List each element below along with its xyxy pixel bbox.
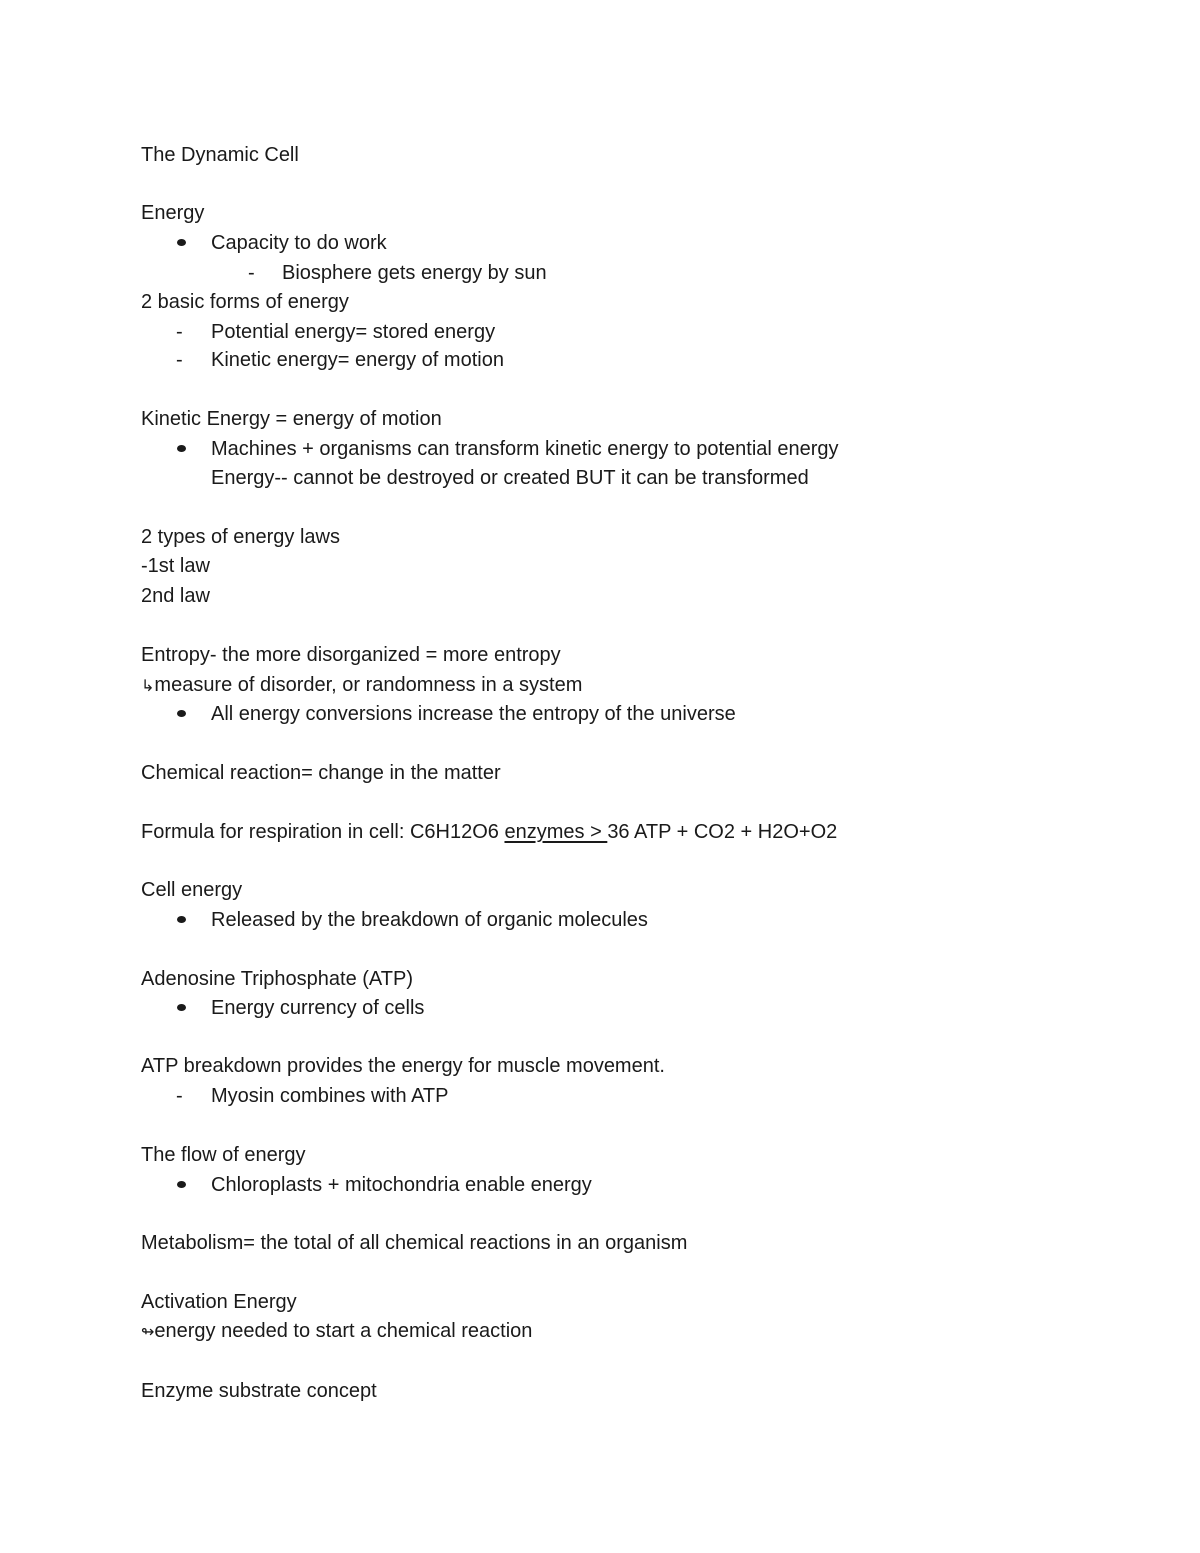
laws-item-2: 2nd law [141,585,210,607]
bullet-icon [177,1004,186,1011]
activation-definition: energy needed to start a chemical reaction [154,1320,533,1342]
dash-icon: - [248,262,255,284]
forms-heading: 2 basic forms of energy [141,291,349,313]
formula-prefix: Formula for respiration in cell: C6H12O6 [141,821,505,843]
energy-item-1: Capacity to do work [211,232,387,254]
forms-item-1: Potential energy= stored energy [211,321,496,343]
flow-heading: The flow of energy [141,1144,306,1166]
kinetic-heading: Kinetic Energy = energy of motion [141,408,442,430]
bullet-icon [177,916,186,923]
entropy-heading: Entropy- the more disorganized = more entropy [141,644,561,666]
forms-item-2: Kinetic energy= energy of motion [211,349,504,371]
kinetic-item-1: Machines + organisms can transform kinetic energy to potential energy [211,438,839,460]
dash-icon: - [176,1085,183,1107]
laws-heading: 2 types of energy laws [141,526,340,548]
formula-enzymes: enzymes > [504,821,608,843]
atp-breakdown-heading: ATP breakdown provides the energy for muscle movement. [141,1055,665,1077]
return-arrow-icon: ↳ [141,678,155,695]
flow-item-1: Chloroplasts + mitochondria enable energy [211,1174,592,1196]
activation-heading: Activation Energy [141,1291,297,1313]
enzyme-heading: Enzyme substrate concept [141,1380,377,1402]
activation-definition-line [141,1319,532,1345]
dash-icon: - [176,349,183,371]
metabolism-line: Metabolism= the total of all chemical reactions in an organism [141,1232,688,1254]
cell-energy-heading: Cell energy [141,879,243,901]
bullet-icon [177,710,186,717]
chemical-reaction-line: Chemical reaction= change in the matter [141,762,501,784]
respiration-formula [141,820,837,844]
curved-arrow-icon: ↬ [141,1324,155,1341]
atp-item-1: Energy currency of cells [211,997,425,1019]
entropy-definition: measure of disorder, or randomness in a system [154,674,583,696]
energy-subitem-1: Biosphere gets energy by sun [282,262,547,284]
bullet-icon [177,445,186,452]
atp-heading: Adenosine Triphosphate (ATP) [141,968,414,990]
bullet-icon [177,1181,186,1188]
document-title: The Dynamic Cell [141,144,299,166]
kinetic-item-1-continued: Energy-- cannot be destroyed or created BUT it can be transformed [211,467,809,489]
entropy-definition-line [141,673,582,699]
entropy-item-1: All energy conversions increase the entropy of the universe [211,703,736,725]
dash-icon: - [176,321,183,343]
energy-heading: Energy [141,202,205,224]
atp-breakdown-item-1: Myosin combines with ATP [211,1085,449,1107]
cell-energy-item-1: Released by the breakdown of organic molecules [211,909,648,931]
formula-suffix: 36 ATP + CO2 + H2O+O2 [607,821,838,843]
laws-item-1: -1st law [141,555,210,577]
bullet-icon [177,239,186,246]
